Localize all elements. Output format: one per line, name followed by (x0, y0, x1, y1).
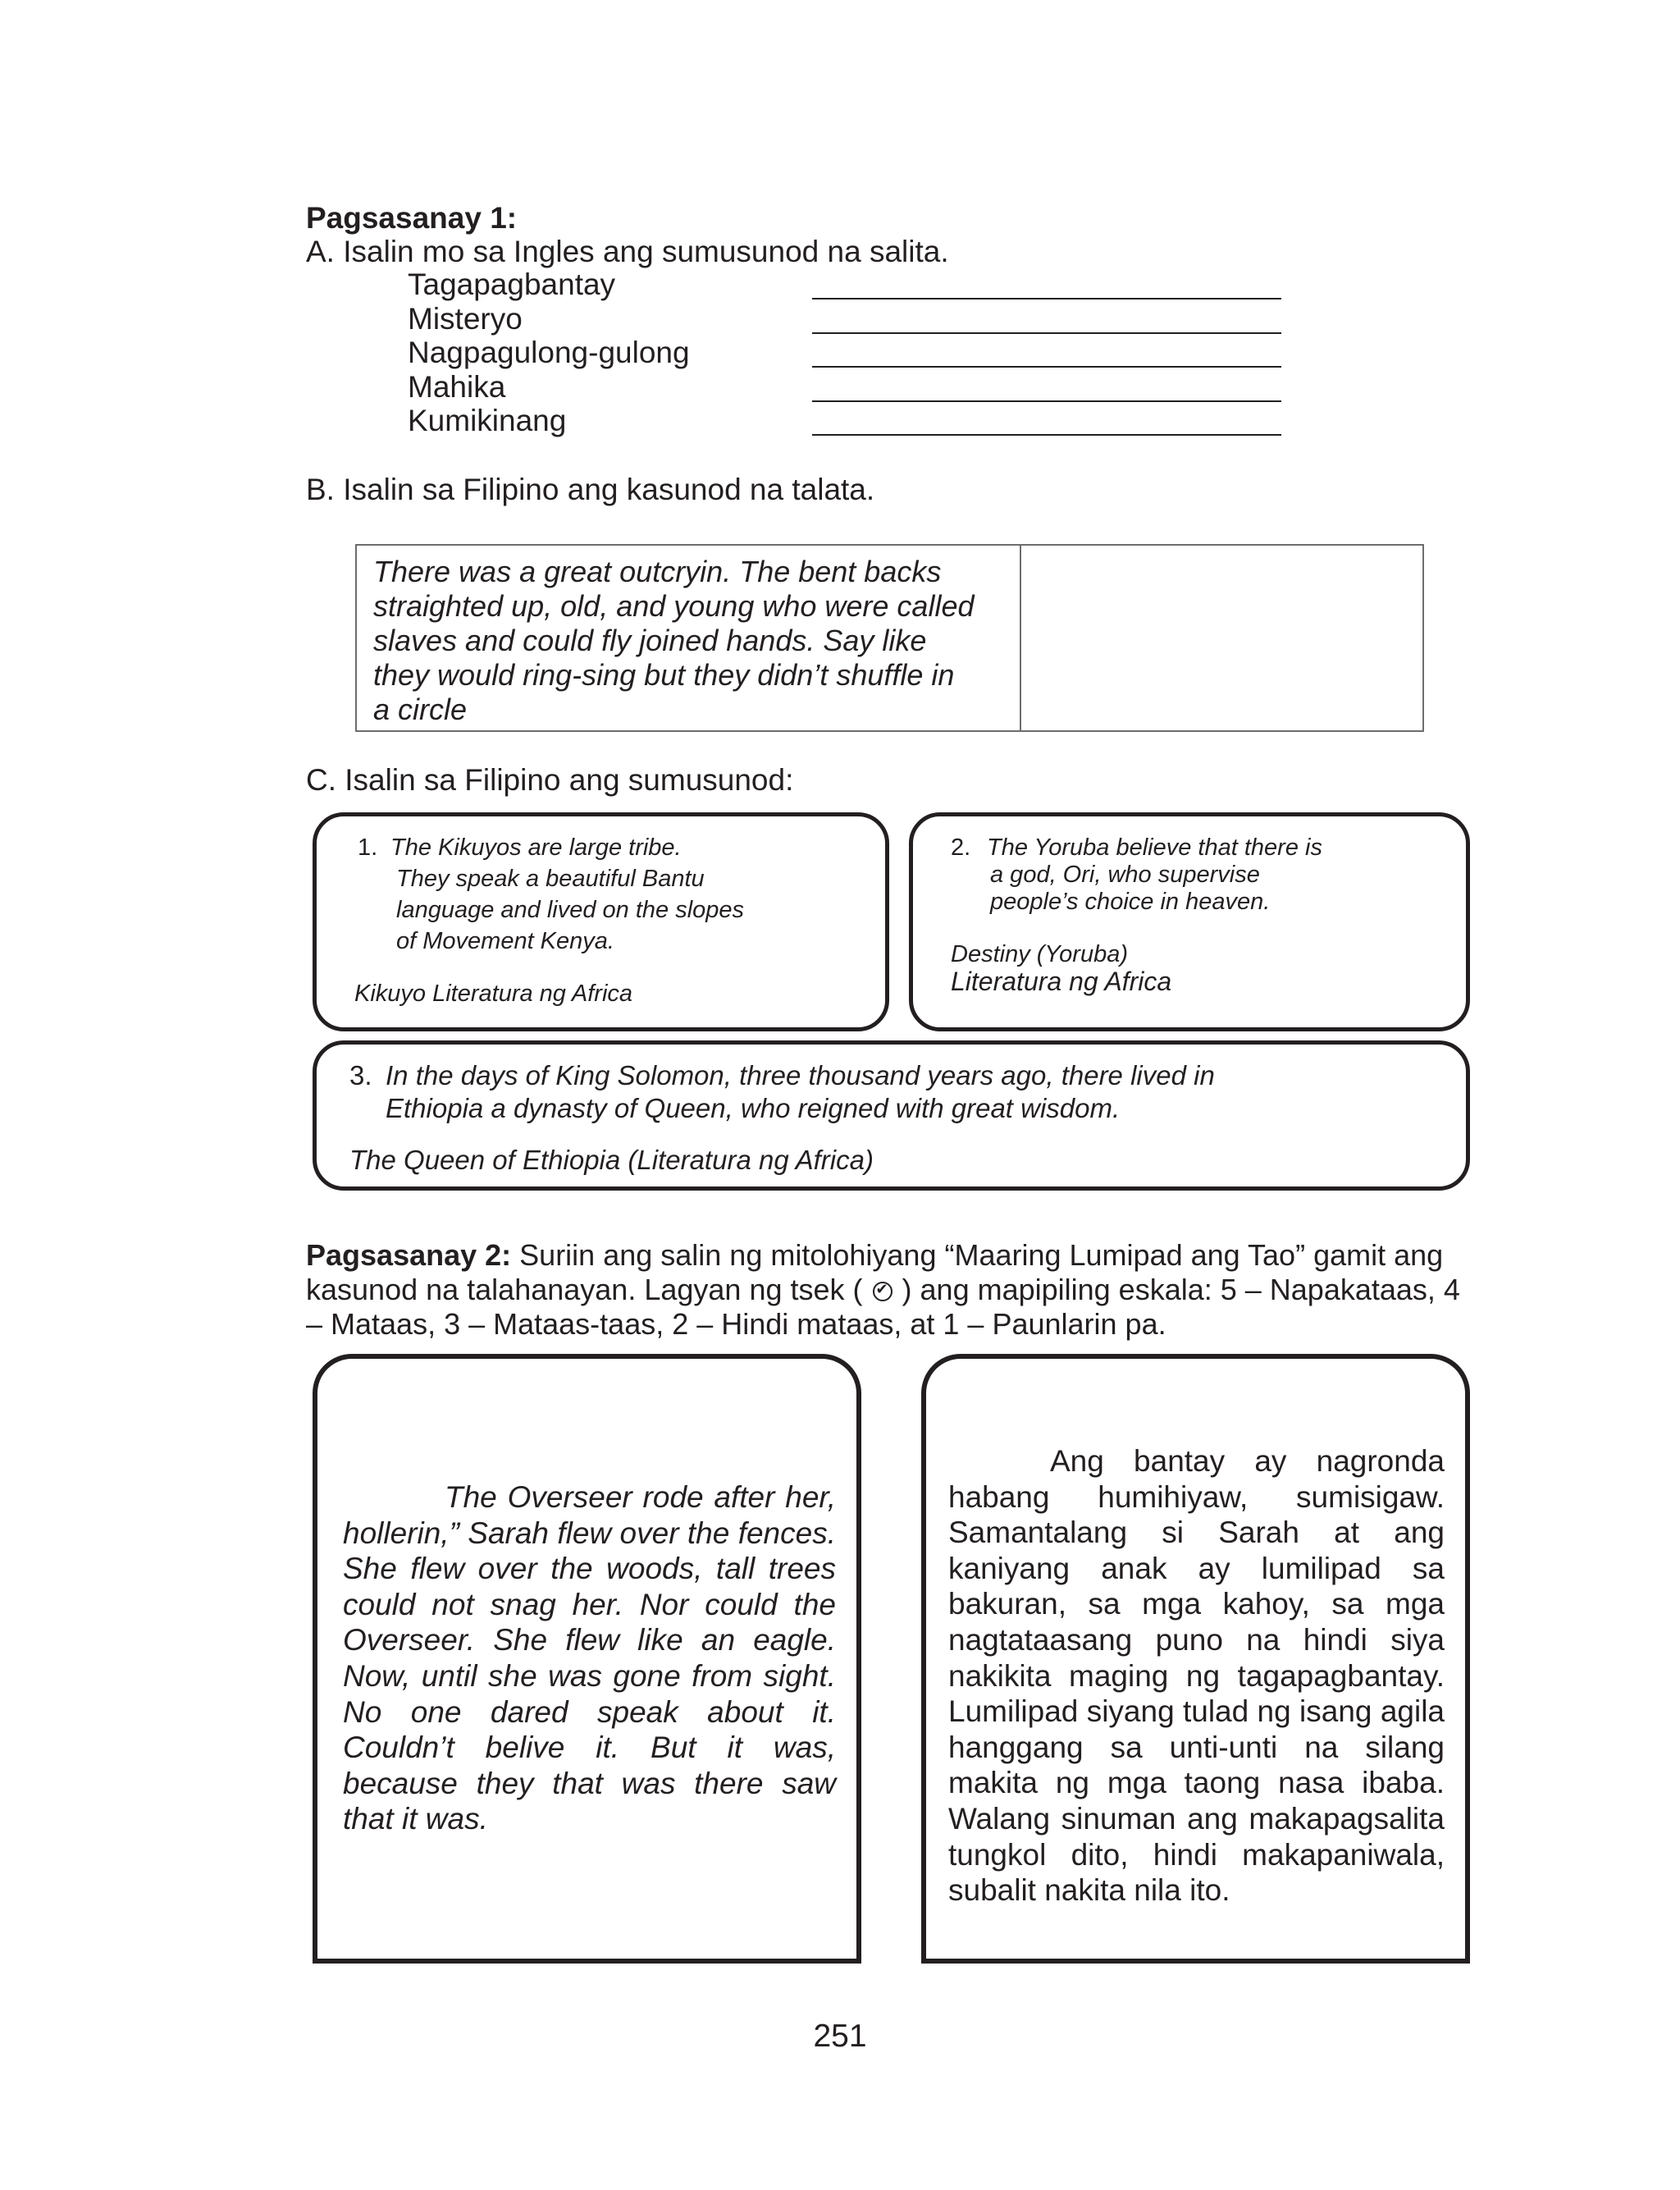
item-number: 3. (349, 1060, 372, 1090)
filipino-passage: Ang bantay ay nagronda habang humihiyaw, sumisigaw. Samantalang si Sarah at ang kaniyang anak ay lumilipad sa bakuran, sa mga kahoy, sa mga nagtataasang puno na hindi siya nakikita maging ng tagapagbantay. Lumilipad siyang tulad ng isang agila hanggang sa unti-unti na silang makita ng mga taong nasa ibaba. Walang sinuman ang makapagsalita tungkol dito, hindi makapaniwala, subalit nakita nila ito. (948, 1444, 1445, 1908)
source-citation: Kikuyo Literatura ng Africa (354, 981, 633, 1007)
item-number: 2. (951, 834, 971, 861)
answer-cell[interactable] (1021, 546, 1422, 730)
intro-text: Suriin ang salin ng mitolohiyang “Maaring Lumipad ang Tao” gamit ang kasunod na talahanayan. Lagyan ng tsek ( (306, 1238, 1444, 1306)
source-citation: The Queen of Ethiopia (Literatura ng Africa) (349, 1145, 874, 1175)
section-a-instruction: A. Isalin mo sa Ingles ang sumusunod na salita. (306, 235, 949, 268)
source-title: Destiny (Yoruba) (951, 941, 1128, 967)
translation-table (355, 544, 1424, 732)
english-passage-box (313, 1354, 861, 1964)
answer-blank[interactable] (812, 434, 1281, 436)
sentence-line: Ethiopia a dynasty of Queen, who reigned with great wisdom. (386, 1093, 1121, 1123)
sentence-line: a god, Ori, who supervise (990, 862, 1260, 888)
section-c-instruction: C. Isalin sa Filipino ang sumusunod: (306, 763, 794, 797)
word-item: Kumikinang (408, 404, 567, 437)
answer-blank[interactable] (812, 298, 1281, 299)
answer-blank[interactable] (812, 332, 1281, 334)
section-b-instruction: B. Isalin sa Filipino ang kasunod na talata. (306, 473, 875, 506)
intro-text: ) ang mapipiling eskala: 5 – Napakataas, 4 – Mataas, 3 – Mataas-taas, 2 – Hindi mataas, at 1 – Paunlarin pa. (306, 1273, 1460, 1341)
sentence-box-1 (313, 812, 889, 1031)
sentence-line: In the days of King Solomon, three thousand years ago, there lived in (386, 1060, 1215, 1090)
word-item: Nagpagulong-gulong (408, 336, 690, 369)
sentence-line: people’s choice in heaven. (990, 889, 1271, 915)
filipino-passage-box (921, 1354, 1470, 1964)
page-number: 251 (813, 2019, 867, 2054)
word-item: Mahika (408, 370, 506, 404)
sentence-line: of Movement Kenya. (396, 928, 614, 954)
exercise-2-intro (306, 1238, 1479, 1342)
answer-blank[interactable] (812, 400, 1281, 402)
sentence-line: The Yoruba believe that there is (987, 834, 1322, 861)
exercise-1-title: Pagsasanay 1: (306, 201, 518, 235)
english-passage: The Overseer rode after her, hollerin,” Sarah flew over the fences. She flew over the woods, tall trees could not snag her. Nor could the Overseer. She flew like an eagle. Now, until she was gone from sight. No one dared speak about it. Couldn’t belive it. But it was, because they that was there saw that it was. (343, 1480, 836, 1836)
sentence-line: The Kikuyos are large tribe. (390, 834, 682, 861)
sentence-line: They speak a beautiful Bantu (396, 866, 705, 892)
source-citation: Literatura ng Africa (951, 967, 1172, 996)
sentence-box-2 (909, 812, 1470, 1031)
exercise-2-title: Pagsasanay 2: (306, 1238, 512, 1272)
source-cell (357, 546, 1021, 730)
item-number: 1. (358, 834, 378, 861)
sentence-line: language and lived on the slopes (396, 897, 745, 923)
word-item: Tagapagbantay (408, 267, 616, 301)
word-item: Misteryo (408, 302, 523, 336)
answer-blank[interactable] (812, 366, 1281, 368)
sentence-box-3 (313, 1040, 1470, 1191)
english-paragraph: There was a great outcryin. The bent backs straighted up, old, and young who were called slaves and could fly joined hands. Say like they would ring-sing but they didn’t shuffle in a circle (373, 555, 975, 726)
check-circle-icon (873, 1282, 892, 1301)
